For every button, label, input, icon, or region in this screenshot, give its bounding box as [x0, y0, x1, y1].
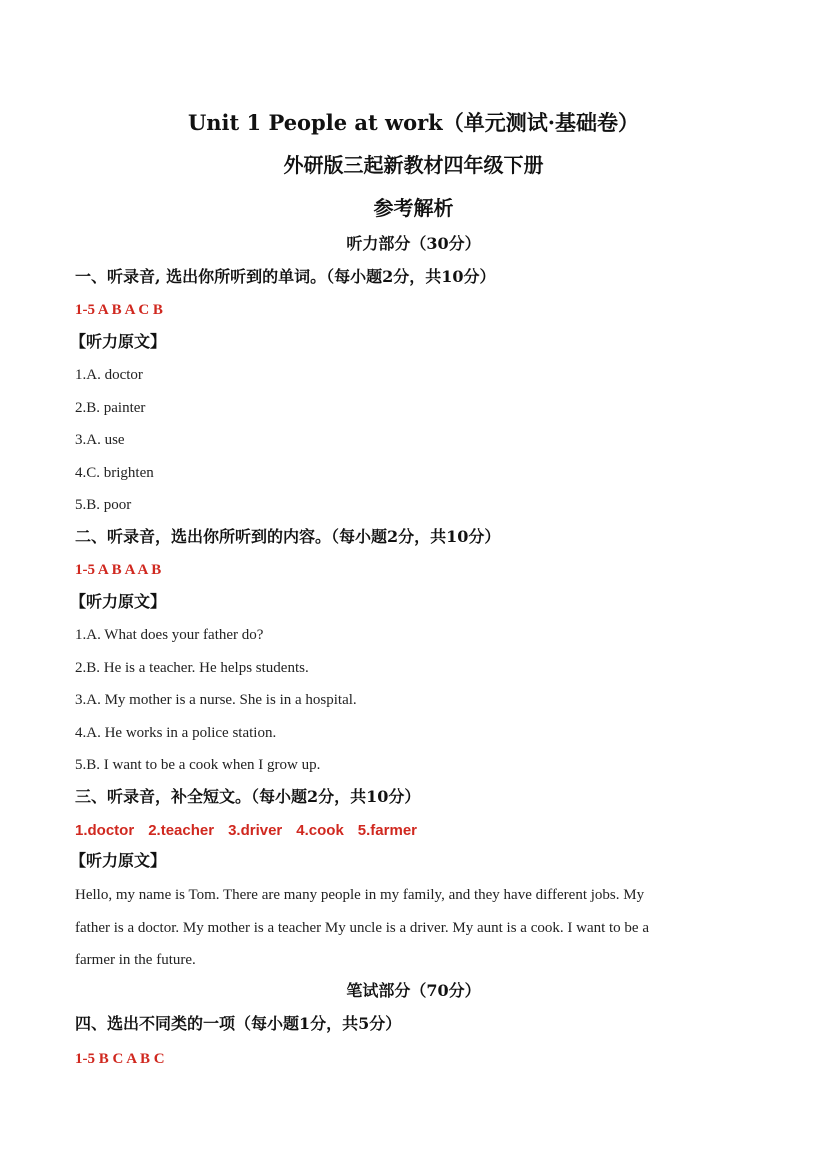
writing-section-title: 笔试部分（70分）	[346, 981, 481, 1000]
question-1-answer: 1-5 A B A C B	[75, 302, 163, 318]
question-1-item: 1.A. doctor	[75, 367, 143, 383]
question-3-paragraph-line: Hello, my name is Tom. There are many people in my family, and they have different jobs. My	[75, 887, 645, 903]
question-2-answer: 1-5 A B A A B	[75, 562, 162, 578]
question-2-script-label: 【听力原文】	[70, 592, 167, 611]
question-3-answer: 3.driver	[228, 822, 283, 839]
question-3-answer: 4.cook	[296, 822, 344, 839]
question-3-script-label: 【听力原文】	[70, 851, 167, 870]
question-2-item: 1.A. What does your father do?	[75, 627, 264, 643]
document-subtitle: 外研版三起新教材四年级下册	[283, 153, 544, 177]
question-3-answer: 5.farmer	[357, 822, 417, 839]
question-3-paragraph-line: father is a doctor. My mother is a teacher My uncle is a driver. My aunt is a cook. I want to be a	[75, 920, 649, 936]
question-3-answer: 1.doctor	[75, 822, 135, 839]
question-3-answers	[75, 823, 431, 838]
question-3-answer: 2.teacher	[148, 822, 215, 839]
question-2-heading: 二、听录音，选出你所听到的内容。（每小题2分，共10分）	[75, 527, 501, 546]
document-type-heading: 参考解析	[373, 196, 454, 220]
listening-section-title: 听力部分（30分）	[346, 234, 481, 253]
question-3-paragraph-line: farmer in the future.	[75, 952, 196, 968]
question-1-item: 4.C. brighten	[75, 465, 154, 481]
question-1-heading: 一、听录音, 选出你所听到的单词。（每小题2分，共10分）	[75, 267, 496, 286]
question-1-script-label: 【听力原文】	[70, 332, 167, 351]
question-3-heading: 三、听录音，补全短文。（每小题2分，共10分）	[75, 787, 421, 806]
question-1-item: 5.B. poor	[75, 497, 132, 513]
document-title: Unit 1 People at work（单元测试·基础卷）	[187, 110, 640, 135]
question-2-item: 3.A. My mother is a nurse. She is in a hospital.	[75, 692, 357, 708]
question-4-answer: 1-5 B C A B C	[75, 1051, 165, 1067]
question-2-item: 4.A. He works in a police station.	[75, 725, 277, 741]
question-4-heading: 四、选出不同类的一项（每小题1分，共5分）	[75, 1014, 402, 1033]
question-1-item: 2.B. painter	[75, 400, 146, 416]
question-2-item: 2.B. He is a teacher. He helps students.	[75, 660, 309, 676]
question-1-item: 3.A. use	[75, 432, 125, 448]
question-2-item: 5.B. I want to be a cook when I grow up.	[75, 757, 321, 773]
